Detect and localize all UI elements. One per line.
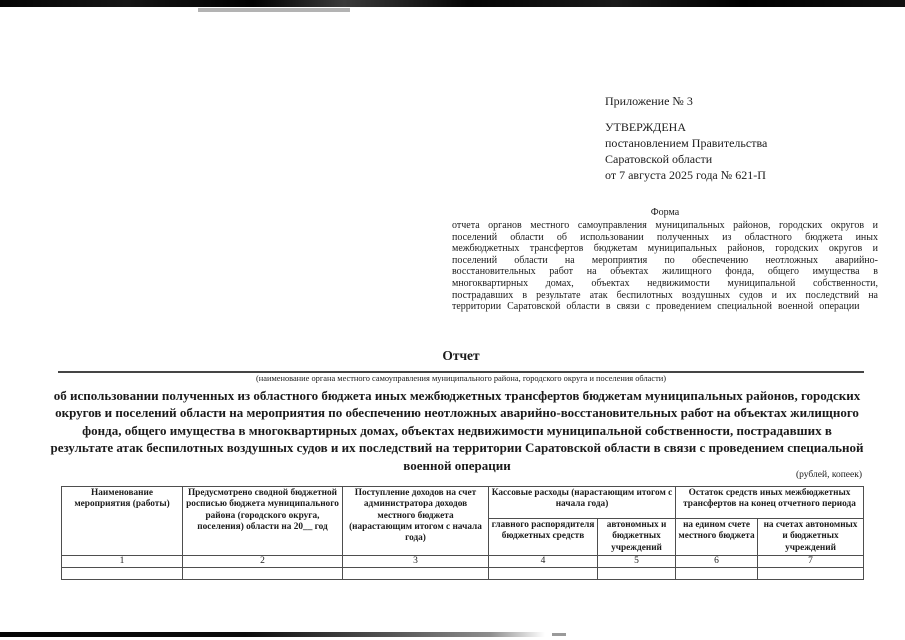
column-number-cell: 5: [598, 555, 676, 567]
empty-cell: [676, 567, 758, 579]
approved-by-line-3: от 7 августа 2025 года № 621-П: [605, 168, 766, 182]
table-header-budget-provision: Предусмотрено сводной бюджетной росписью бюджета муниципального района (городского округа, поселения) области на 20__ год: [183, 487, 343, 556]
table-header-activity-name: Наименование мероприятия (работы): [62, 487, 183, 556]
empty-cell: [598, 567, 676, 579]
empty-cell: [758, 567, 864, 579]
empty-cell: [489, 567, 598, 579]
column-number-cell: 4: [489, 555, 598, 567]
form-title: Форма: [650, 207, 680, 218]
report-table: [61, 486, 864, 580]
column-number-cell: 1: [62, 555, 183, 567]
column-number-cell: 2: [183, 555, 343, 567]
signature-line: [58, 371, 864, 373]
column-number-cell: 7: [758, 555, 864, 567]
scan-artifact-smudge: [198, 8, 350, 12]
report-title: Отчет: [442, 348, 480, 363]
scan-artifact-bottom-band: [0, 632, 545, 637]
table-header-group-remaining-funds: Остаток средств иных межбюджетных трансфертов на конец отчетного периода: [676, 487, 864, 519]
scan-artifact-bottom-dash: [552, 633, 566, 636]
units-note: (рублей, копеек): [796, 470, 862, 480]
form-description-text: отчета органов местного самоуправления муниципальных районов, городских округов и поселений области об использовании полученных из областного бюджета иных межбюджетных трансфертов бюджетам муниципальных районов, городских округов и поселений области на мероприятия по обеспечению неотложных аварийно-восстановительных работ на объектах жилищного фонда, общего имущества в многоквартирных домах, объектах недвижимости муниципальной собственности, пострадавших в результате атак беспилотных воздушных судов и их последствий на территории Саратовской области в связи с проведением специальной военной операции: [452, 220, 878, 313]
approval-block: [605, 93, 767, 183]
table-subheader-institution-accounts: на счетах автономных и бюджетных учреждений: [758, 519, 864, 556]
table-subheader-single-account: на едином счете местного бюджета: [676, 519, 758, 556]
appendix-label: Приложение № 3: [605, 94, 693, 108]
table-subheader-chief-administrator: главного распорядителя бюджетных средств: [489, 519, 598, 556]
column-number-cell: 3: [343, 555, 489, 567]
approved-by-line-2: Саратовской области: [605, 152, 713, 166]
column-number-row: [62, 555, 864, 567]
form-description-block: [452, 207, 878, 313]
empty-cell: [343, 567, 489, 579]
empty-data-row: [62, 567, 864, 579]
approved-label: УТВЕРЖДЕНА: [605, 120, 687, 134]
empty-cell: [62, 567, 183, 579]
report-subtitle: об использовании полученных из областного бюджета иных межбюджетных трансфертов бюджетам муниципальных районов, городских округов и поселений области на мероприятия по обеспечению неотложных аварийно-восстановительных работ на объектах жилищного фонда, общего имущества в многоквартирных домах, объектах недвижимости муниципальной собственности, пострадавших в результате атак беспилотных воздушных судов и их последствий на территории Саратовской области в связи с проведением специальной военной операции: [50, 388, 864, 473]
empty-cell: [183, 567, 343, 579]
signature-line-caption: (наименование органа местного самоуправления муниципального района, городского округа и поселения области): [255, 374, 667, 383]
table-header-income-receipts: Поступление доходов на счет администратора доходов местного бюджета (нарастающим итогом с начала года): [343, 487, 489, 556]
approved-by-line-1: постановлением Правительства: [605, 136, 768, 150]
table-header-group-cash-expenses: Кассовые расходы (нарастающим итогом с начала года): [489, 487, 676, 519]
scan-artifact-top-band: [0, 0, 905, 7]
column-number-cell: 6: [676, 555, 758, 567]
table-subheader-autonomous-institutions: автономных и бюджетных учреждений: [598, 519, 676, 556]
